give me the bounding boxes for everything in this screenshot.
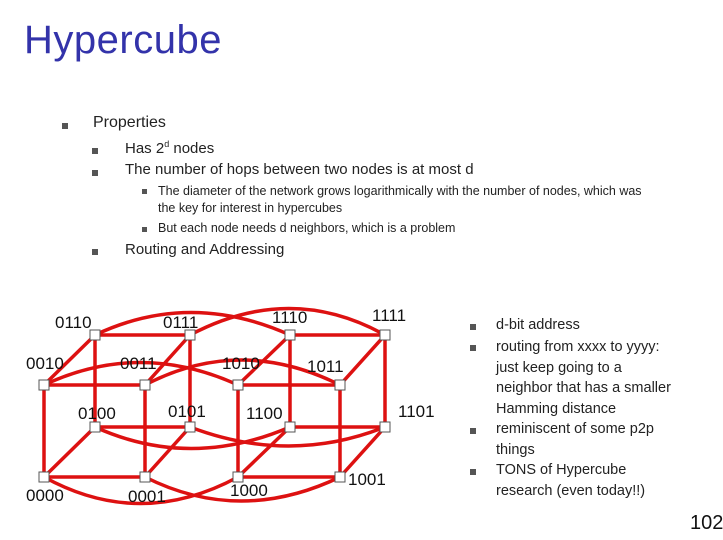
side-line: neighbor that has a smaller (496, 380, 671, 396)
node-0101 (185, 422, 195, 432)
side-line: things (496, 441, 535, 458)
side-line: Hamming distance (496, 400, 617, 417)
label-1000: 1000 (230, 481, 268, 500)
node-0001 (140, 472, 150, 482)
label-0100: 0100 (78, 404, 116, 423)
label-1010: 1010 (222, 354, 260, 373)
node-1111 (380, 330, 390, 340)
label-0001: 0001 (128, 487, 166, 506)
label-0101: 0101 (168, 402, 206, 421)
label-0111: 0111 (163, 313, 199, 332)
node-0100 (90, 422, 100, 432)
label-0000: 0000 (26, 486, 64, 505)
label-0010: 0010 (26, 354, 64, 373)
node-0011 (140, 380, 150, 390)
edge (340, 335, 385, 477)
node-1100 (285, 422, 295, 432)
bullet-marker (142, 189, 147, 194)
node-0000 (39, 472, 49, 482)
bullet-marker (92, 249, 98, 255)
side-bullet-p2p (496, 419, 654, 460)
side-line: research (even today!!) (496, 482, 646, 499)
bullet-marker (92, 170, 98, 176)
side-line: just keep going to a (496, 359, 622, 376)
hypercube-diagram (0, 290, 470, 520)
bullet-marker (470, 345, 476, 351)
label-0110: 0110 (55, 313, 92, 332)
bullet-marker (92, 148, 98, 154)
has-nodes-exponent: d (164, 139, 170, 149)
bullet-marker (470, 324, 476, 330)
label-1011: 1011 (307, 357, 344, 376)
has-nodes-suffix: nodes (169, 140, 215, 157)
node-1110 (285, 330, 295, 340)
node-1001 (335, 472, 345, 482)
bullet-hops: The number of hops between two nodes is at most d (125, 161, 474, 178)
bullet-marker (142, 227, 147, 232)
bullet-neighbors: But each node needs d neighbors, which is a problem (158, 221, 456, 235)
label-1001: 1001 (348, 470, 386, 489)
bullet-has-nodes (125, 139, 214, 157)
side-line: routing from xxxx to yyyy: (496, 339, 660, 355)
label-1100: 1100 (246, 404, 283, 423)
bullet-routing: Routing and Addressing (125, 241, 285, 258)
label-1101: 1101 (398, 402, 435, 421)
side-bullet-research (496, 460, 645, 501)
label-1110: 1110 (272, 308, 308, 327)
side-bullet-address (496, 315, 580, 336)
side-bullet-routing (496, 337, 671, 419)
node-1101 (380, 422, 390, 432)
page-number: 102 (690, 512, 723, 534)
side-line: TONS of Hypercube (496, 462, 627, 478)
label-0011: 0011 (120, 354, 157, 373)
bullet-properties: Properties (93, 114, 166, 131)
has-nodes-prefix: Has 2 (125, 140, 165, 157)
slide-title: Hypercube (24, 18, 222, 62)
bullet-marker (62, 123, 68, 129)
bullet-marker (470, 469, 476, 475)
bullet-diameter-line2: the key for interest in hypercubes (158, 201, 343, 215)
label-1111: 1111 (372, 306, 407, 325)
side-line: reminiscent of some p2p (496, 421, 654, 437)
node-0010 (39, 380, 49, 390)
bullet-diameter-line1: The diameter of the network grows logarithmically with the number of nodes, which was (158, 184, 642, 198)
bullet-marker (470, 428, 476, 434)
side-line: d-bit address (496, 317, 580, 333)
node-1010 (233, 380, 243, 390)
node-1011 (335, 380, 345, 390)
